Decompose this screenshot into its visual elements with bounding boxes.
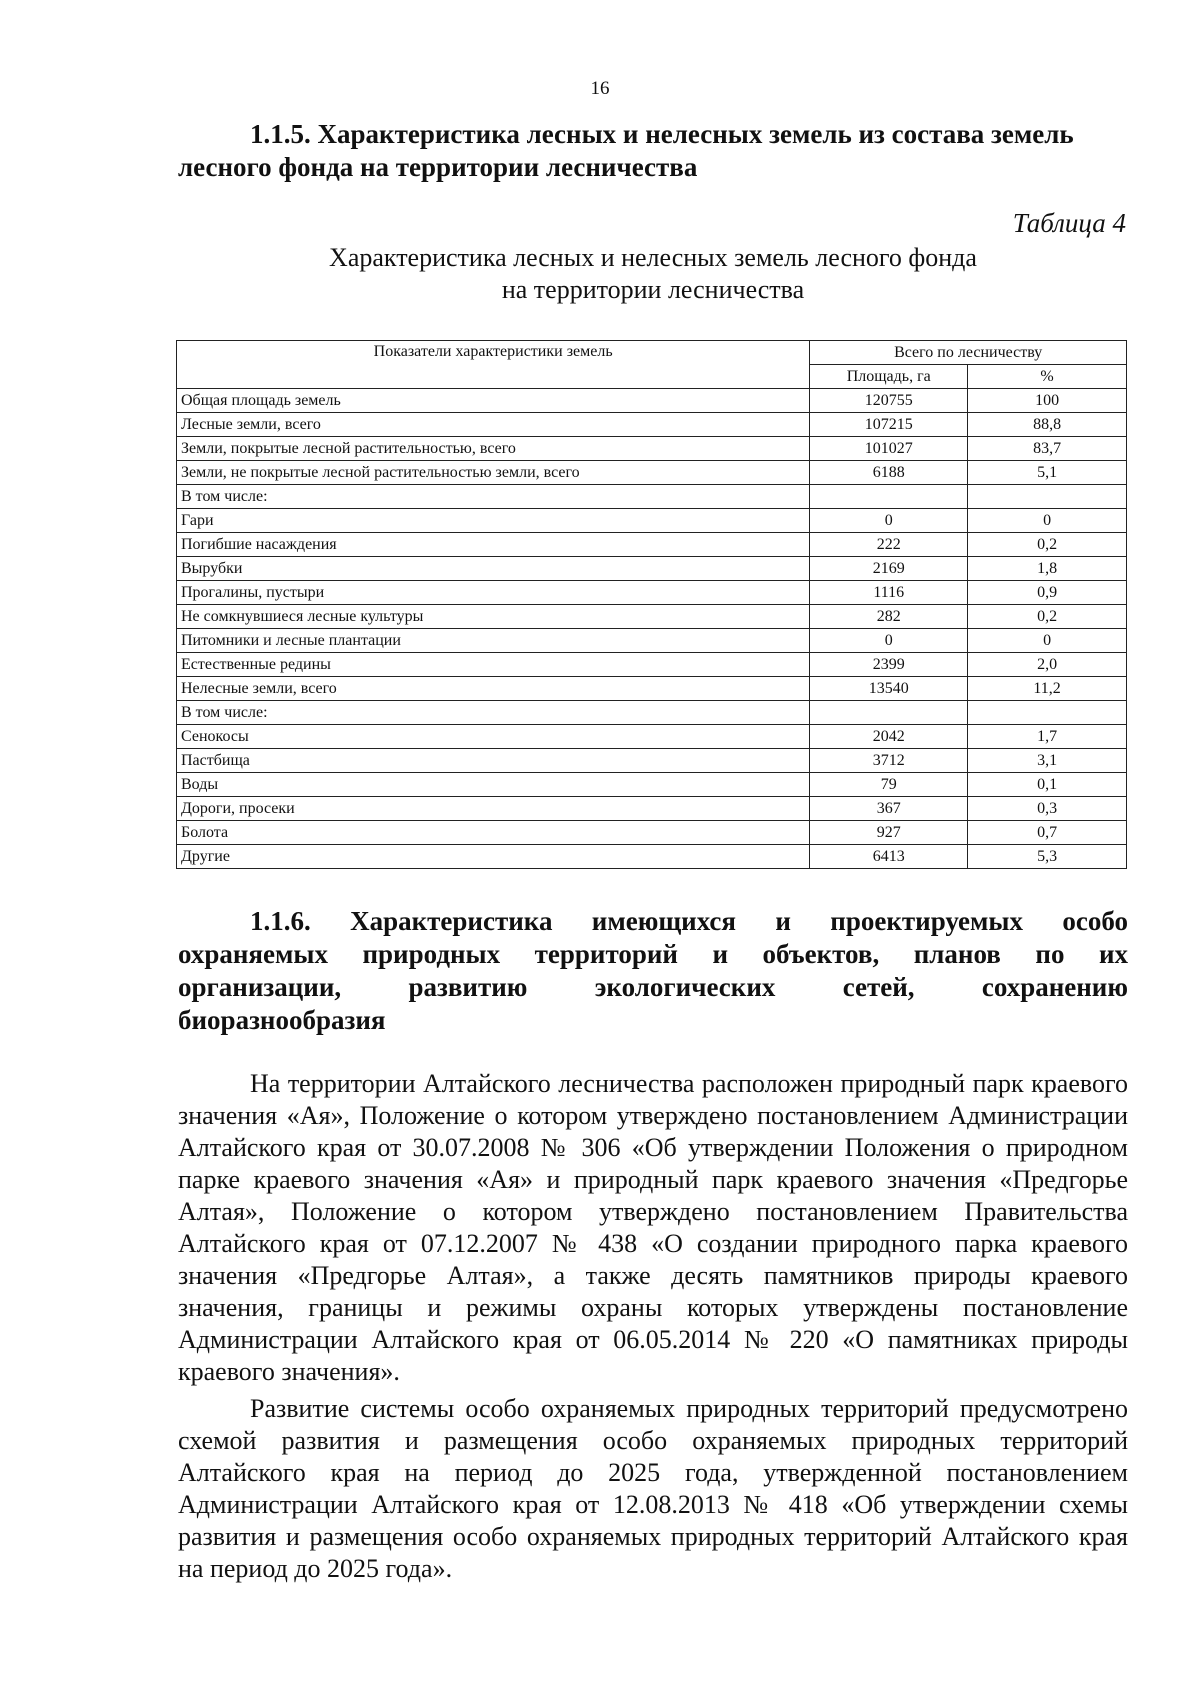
body-text (178, 1068, 1128, 1590)
page-number: 16 (590, 78, 610, 99)
paragraph: Развитие системы особо охраняемых природных территорий предусмотрено схемой развития и размещения особо охраняемых природных территорий Алтайского края на период до 2025 года, утвержденной постановлением Администрации Алтайского края от 12.08.2013 № 418 «Об утверждении схемы развития и размещения особо охраняемых природных территорий Алтайского края на период до 2025 года». (178, 1394, 1128, 1583)
row-label: Прогалины, пустыри (177, 581, 810, 605)
table-row (177, 797, 1127, 821)
section-heading-1-1-5 (178, 118, 1128, 184)
row-area (810, 485, 968, 509)
row-area: 3712 (810, 749, 968, 773)
row-percent: 11,2 (968, 677, 1127, 701)
table-row (177, 749, 1127, 773)
row-percent: 0,1 (968, 773, 1127, 797)
table-row (177, 533, 1127, 557)
row-label: Другие (177, 845, 810, 869)
table-row (177, 677, 1127, 701)
section-heading-line: биоразнообразия (178, 1005, 386, 1035)
land-characteristics-table (176, 340, 1127, 869)
row-area: 222 (810, 533, 968, 557)
row-percent: 100 (968, 389, 1127, 413)
row-percent: 88,8 (968, 413, 1127, 437)
row-area: 107215 (810, 413, 968, 437)
table-row (177, 389, 1127, 413)
table-row (177, 413, 1127, 437)
row-percent: 0,3 (968, 797, 1127, 821)
row-area: 79 (810, 773, 968, 797)
table-row (177, 437, 1127, 461)
row-label: Нелесные земли, всего (177, 677, 810, 701)
row-label: Сенокосы (177, 725, 810, 749)
paragraph: На территории Алтайского лесничества расположен природный парк краевого значения «Ая», Положение о котором утверждено постановлением Администрации Алтайского края от 30.07.2008 № 306 «Об утверждении Положения о природном парке краевого значения «Ая» и природный парк краевого значения «Предгорье Алтая», Положение о котором утверждено постановлением Правительства Алтайского края от 07.12.2007 № 438 «О создании природного парка краевого значения «Предгорье Алтая», а также десять памятников природы краевого значения, границы и режимы охраны которых утверждены постановление Администрации Алтайского края от 06.05.2014 № 220 «О памятниках природы краевого значения». (178, 1069, 1128, 1386)
row-area: 0 (810, 629, 968, 653)
row-area: 1116 (810, 581, 968, 605)
table-row (177, 605, 1127, 629)
section-heading-line: 1.1.5. Характеристика лесных и нелесных земель из состава земель (250, 119, 1074, 149)
table-row (177, 773, 1127, 797)
row-label: Воды (177, 773, 810, 797)
row-percent: 0,9 (968, 581, 1127, 605)
row-percent: 1,7 (968, 725, 1127, 749)
table-row (177, 701, 1127, 725)
header-indicator: Показатели характеристики земель (177, 341, 810, 389)
row-percent (968, 485, 1127, 509)
row-area: 120755 (810, 389, 968, 413)
row-label: В том числе: (177, 485, 810, 509)
header-area: Площадь, га (810, 365, 968, 389)
row-percent: 83,7 (968, 437, 1127, 461)
header-percent: % (968, 365, 1127, 389)
table-row (177, 845, 1127, 869)
row-label: В том числе: (177, 701, 810, 725)
section-heading-line: организации, развитию экологических сетей, сохранению (178, 972, 1128, 1002)
row-area: 282 (810, 605, 968, 629)
row-area: 101027 (810, 437, 968, 461)
row-area: 927 (810, 821, 968, 845)
row-label: Лесные земли, всего (177, 413, 810, 437)
table-row (177, 557, 1127, 581)
section-heading-line: охраняемых природных территорий и объектов, планов по их (178, 939, 1128, 969)
table-caption: Таблица 4 (1012, 208, 1126, 238)
row-area: 6413 (810, 845, 968, 869)
table-row (177, 485, 1127, 509)
row-percent: 3,1 (968, 749, 1127, 773)
row-area: 2042 (810, 725, 968, 749)
row-label: Земли, не покрытые лесной растительностью земли, всего (177, 461, 810, 485)
row-area (810, 701, 968, 725)
row-label: Не сомкнувшиеся лесные культуры (177, 605, 810, 629)
row-area: 6188 (810, 461, 968, 485)
row-label: Естественные редины (177, 653, 810, 677)
table-title (178, 242, 1128, 306)
row-label: Дороги, просеки (177, 797, 810, 821)
table-title-line: Характеристика лесных и нелесных земель лесного фонда (329, 243, 977, 272)
section-heading-line: лесного фонда на территории лесничества (178, 152, 698, 182)
row-label: Гари (177, 509, 810, 533)
row-area: 13540 (810, 677, 968, 701)
row-percent: 0,7 (968, 821, 1127, 845)
table-row (177, 581, 1127, 605)
row-label: Питомники и лесные плантации (177, 629, 810, 653)
row-percent: 0,2 (968, 605, 1127, 629)
row-percent (968, 701, 1127, 725)
table-row (177, 461, 1127, 485)
row-percent: 1,8 (968, 557, 1127, 581)
table-title-line: на территории лесничества (501, 275, 805, 304)
row-label: Вырубки (177, 557, 810, 581)
row-percent: 2,0 (968, 653, 1127, 677)
table-row (177, 509, 1127, 533)
row-area: 367 (810, 797, 968, 821)
row-area: 0 (810, 509, 968, 533)
row-area: 2169 (810, 557, 968, 581)
row-percent: 5,3 (968, 845, 1127, 869)
table-row (177, 821, 1127, 845)
section-heading-1-1-6 (178, 905, 1128, 1037)
section-heading-line: 1.1.6. Характеристика имеющихся и проектируемых особо (250, 906, 1128, 936)
row-percent: 0,2 (968, 533, 1127, 557)
row-area: 2399 (810, 653, 968, 677)
table-body (177, 389, 1127, 869)
table-row (177, 629, 1127, 653)
row-label: Погибшие насаждения (177, 533, 810, 557)
row-percent: 0 (968, 629, 1127, 653)
row-percent: 5,1 (968, 461, 1127, 485)
row-percent: 0 (968, 509, 1127, 533)
header-total: Всего по лесничеству (810, 341, 1127, 365)
row-label: Пастбища (177, 749, 810, 773)
row-label: Земли, покрытые лесной растительностью, всего (177, 437, 810, 461)
row-label: Общая площадь земель (177, 389, 810, 413)
table-row (177, 653, 1127, 677)
table-row (177, 725, 1127, 749)
row-label: Болота (177, 821, 810, 845)
